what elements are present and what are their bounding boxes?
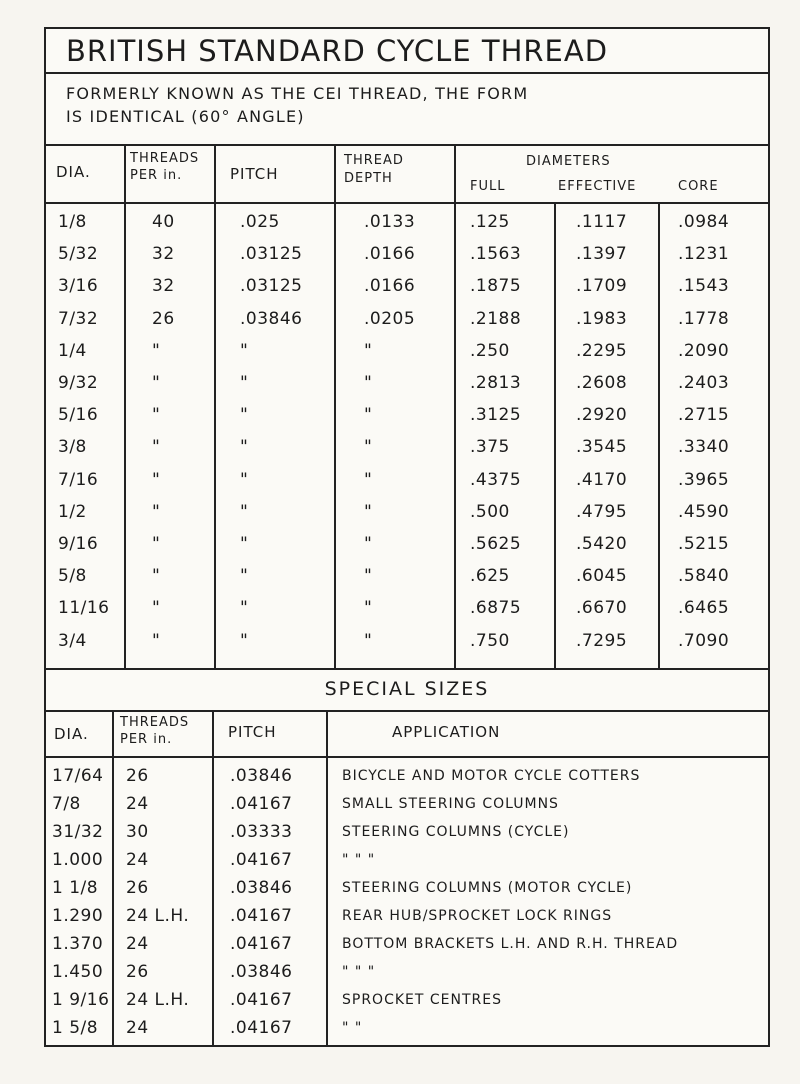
sp-cell-tpi: 24 — [126, 934, 149, 954]
cell-depth: " — [364, 534, 373, 554]
cell-core: .5215 — [678, 534, 730, 554]
cell-full: .375 — [470, 437, 510, 458]
sp-cell-tpi: 26 — [126, 878, 149, 898]
sp-cell-dia: 17/64 — [52, 766, 104, 786]
cell-depth: .0166 — [364, 276, 416, 297]
cell-core: .2715 — [678, 405, 730, 426]
cell-dia: 3/8 — [58, 437, 87, 458]
cell-dia: 1/8 — [58, 212, 87, 232]
cell-full: .5625 — [470, 534, 522, 554]
sp-cell-dia: 31/32 — [52, 822, 104, 842]
cell-dia: 7/16 — [58, 469, 99, 490]
cell-tpi: " — [152, 437, 161, 458]
cell-pitch: " — [240, 598, 249, 619]
cell-pitch: " — [240, 469, 249, 490]
cell-depth: " — [364, 437, 373, 458]
cell-pitch: " — [240, 501, 249, 522]
sp-cell-pitch: .04167 — [230, 850, 293, 870]
cell-dia: 5/8 — [58, 566, 87, 587]
cell-depth: " — [364, 340, 373, 361]
cell-tpi: " — [152, 405, 161, 426]
cell-depth: " — [364, 501, 373, 522]
cell-effective: .4795 — [576, 501, 628, 522]
special-sizes-table — [46, 712, 768, 1045]
cell-tpi: 40 — [152, 212, 175, 232]
cell-core: .1231 — [678, 244, 730, 265]
sp-cell-application: " " — [342, 1020, 363, 1036]
cell-dia: 1/4 — [58, 340, 87, 361]
sp-cell-tpi: 24 — [126, 1018, 149, 1038]
cell-depth: " — [364, 469, 373, 490]
cell-effective: .6045 — [576, 566, 628, 587]
cell-full: .3125 — [470, 405, 522, 426]
cell-effective: .1983 — [576, 308, 628, 329]
col-depth-header-1: THREAD — [344, 153, 404, 168]
col-diameters-header: DIAMETERS — [526, 154, 611, 169]
cell-effective: .1709 — [576, 276, 628, 297]
cell-pitch: " — [240, 534, 249, 554]
cell-pitch: .03125 — [240, 276, 303, 297]
cell-effective: .7295 — [576, 630, 628, 651]
cell-tpi: " — [152, 373, 161, 393]
col-full-header: FULL — [470, 179, 506, 194]
sp-col-dia-header: DIA. — [54, 725, 89, 743]
cell-effective: .4170 — [576, 469, 628, 490]
col-pitch-header: PITCH — [230, 165, 279, 183]
subtitle — [46, 74, 768, 146]
cell-dia: 1/2 — [58, 501, 87, 522]
sp-cell-tpi: 26 — [126, 962, 149, 982]
sp-cell-dia: 1.000 — [52, 850, 104, 870]
cell-core: .2090 — [678, 340, 730, 361]
sp-cell-dia: 1 9/16 — [52, 990, 110, 1010]
cell-core: .4590 — [678, 501, 730, 522]
sp-cell-pitch: .03846 — [230, 766, 293, 786]
cell-pitch: " — [240, 630, 249, 651]
cell-tpi: " — [152, 469, 161, 490]
cell-core: .0984 — [678, 212, 730, 232]
sp-cell-dia: 1 5/8 — [52, 1018, 99, 1038]
sp-cell-application: " " " — [342, 852, 376, 868]
cell-dia: 11/16 — [58, 598, 110, 619]
cell-full: .2188 — [470, 308, 522, 329]
sp-cell-tpi: 26 — [126, 766, 149, 786]
cell-full: .750 — [470, 630, 510, 651]
cell-pitch: " — [240, 566, 249, 587]
sp-cell-application: SPROCKET CENTRES — [342, 992, 502, 1008]
cell-pitch: .03125 — [240, 244, 303, 265]
cell-effective: .6670 — [576, 598, 628, 619]
cell-effective: .3545 — [576, 437, 628, 458]
sp-cell-dia: 1.290 — [52, 906, 104, 926]
cell-pitch: " — [240, 405, 249, 426]
subtitle-line-2: IS IDENTICAL (60° ANGLE) — [66, 107, 305, 126]
sp-cell-application: REAR HUB/SPROCKET LOCK RINGS — [342, 908, 613, 924]
cell-effective: .2608 — [576, 373, 628, 393]
cell-dia: 3/4 — [58, 630, 87, 651]
cell-tpi: 32 — [152, 244, 175, 265]
cell-depth: .0166 — [364, 244, 416, 265]
sp-cell-pitch: .04167 — [230, 990, 293, 1010]
cell-dia: 9/16 — [58, 534, 99, 554]
cell-dia: 9/32 — [58, 373, 99, 393]
sp-cell-application: SMALL STEERING COLUMNS — [342, 796, 559, 812]
sp-cell-tpi: 24 — [126, 794, 149, 814]
special-sizes-heading: SPECIAL SIZES — [46, 668, 768, 712]
cell-depth: " — [364, 566, 373, 587]
sp-cell-application: STEERING COLUMNS (CYCLE) — [342, 824, 570, 840]
col-effective-header: EFFECTIVE — [558, 179, 637, 194]
cell-tpi: " — [152, 340, 161, 361]
cell-core: .3340 — [678, 437, 730, 458]
col-core-header: CORE — [678, 179, 719, 194]
cell-depth: .0133 — [364, 212, 416, 232]
cell-full: .2813 — [470, 373, 522, 393]
sp-cell-pitch: .04167 — [230, 794, 293, 814]
cell-full: .4375 — [470, 469, 522, 490]
sp-cell-tpi: 30 — [126, 822, 149, 842]
cell-pitch: .03846 — [240, 308, 303, 329]
cell-depth: " — [364, 373, 373, 393]
cell-tpi: " — [152, 598, 161, 619]
cell-core: .5840 — [678, 566, 730, 587]
sp-cell-pitch: .04167 — [230, 1018, 293, 1038]
cell-tpi: " — [152, 630, 161, 651]
sp-cell-application: BICYCLE AND MOTOR CYCLE COTTERS — [342, 768, 641, 784]
cell-dia: 5/16 — [58, 405, 99, 426]
cell-core: .7090 — [678, 630, 730, 651]
cell-tpi: 26 — [152, 308, 175, 329]
cell-pitch: .025 — [240, 212, 280, 232]
cell-dia: 5/32 — [58, 244, 99, 265]
sp-cell-dia: 1 1/8 — [52, 878, 99, 898]
cell-depth: " — [364, 598, 373, 619]
sp-cell-dia: 7/8 — [52, 794, 81, 814]
sp-cell-tpi: 24 L.H. — [126, 990, 190, 1010]
subtitle-line-1: FORMERLY KNOWN AS THE CEI THREAD, THE FORM — [66, 84, 529, 103]
cell-tpi: 32 — [152, 276, 175, 297]
sp-cell-application: STEERING COLUMNS (MOTOR CYCLE) — [342, 880, 633, 896]
sp-cell-pitch: .03846 — [230, 878, 293, 898]
cell-tpi: " — [152, 566, 161, 587]
cell-dia: 7/32 — [58, 308, 99, 329]
sp-col-tpi-header-1: THREADS — [120, 715, 190, 730]
cell-core: .2403 — [678, 373, 730, 393]
sp-cell-application: BOTTOM BRACKETS L.H. AND R.H. THREAD — [342, 936, 679, 952]
col-dia-header: DIA. — [56, 163, 91, 181]
cell-dia: 3/16 — [58, 276, 99, 297]
sp-cell-tpi: 24 — [126, 850, 149, 870]
cell-depth: " — [364, 405, 373, 426]
cell-depth: " — [364, 630, 373, 651]
cell-core: .3965 — [678, 469, 730, 490]
cell-full: .1563 — [470, 244, 522, 265]
cell-full: .1875 — [470, 276, 522, 297]
col-tpi-header-1: THREADS — [130, 151, 200, 166]
sp-cell-pitch: .04167 — [230, 934, 293, 954]
cell-effective: .1117 — [576, 212, 628, 232]
sp-cell-application: " " " — [342, 964, 376, 980]
col-depth-header-2: DEPTH — [344, 171, 393, 186]
cell-tpi: " — [152, 501, 161, 522]
sp-col-pitch-header: PITCH — [228, 723, 277, 741]
sp-cell-dia: 1.450 — [52, 962, 104, 982]
cell-full: .125 — [470, 212, 510, 232]
sp-cell-pitch: .03333 — [230, 822, 293, 842]
cell-effective: .2295 — [576, 340, 628, 361]
sp-cell-dia: 1.370 — [52, 934, 104, 954]
cell-full: .625 — [470, 566, 510, 587]
sp-cell-pitch: .03846 — [230, 962, 293, 982]
cell-core: .1778 — [678, 308, 730, 329]
sp-col-application-header: APPLICATION — [392, 723, 501, 741]
cell-effective: .2920 — [576, 405, 628, 426]
cell-pitch: " — [240, 437, 249, 458]
cell-full: .500 — [470, 501, 510, 522]
col-tpi-header-2: PER in. — [130, 168, 183, 183]
cell-effective: .1397 — [576, 244, 628, 265]
cell-effective: .5420 — [576, 534, 628, 554]
cell-core: .1543 — [678, 276, 730, 297]
thread-chart-sheet — [44, 27, 770, 1047]
sp-cell-pitch: .04167 — [230, 906, 293, 926]
cell-pitch: " — [240, 340, 249, 361]
cell-depth: .0205 — [364, 308, 416, 329]
cell-tpi: " — [152, 534, 161, 554]
page-title: BRITISH STANDARD CYCLE THREAD — [46, 29, 768, 74]
cell-full: .6875 — [470, 598, 522, 619]
cell-pitch: " — [240, 373, 249, 393]
cell-core: .6465 — [678, 598, 730, 619]
sp-cell-tpi: 24 L.H. — [126, 906, 190, 926]
standard-thread-table — [46, 146, 768, 668]
sp-col-tpi-header-2: PER in. — [120, 732, 173, 747]
cell-full: .250 — [470, 340, 510, 361]
